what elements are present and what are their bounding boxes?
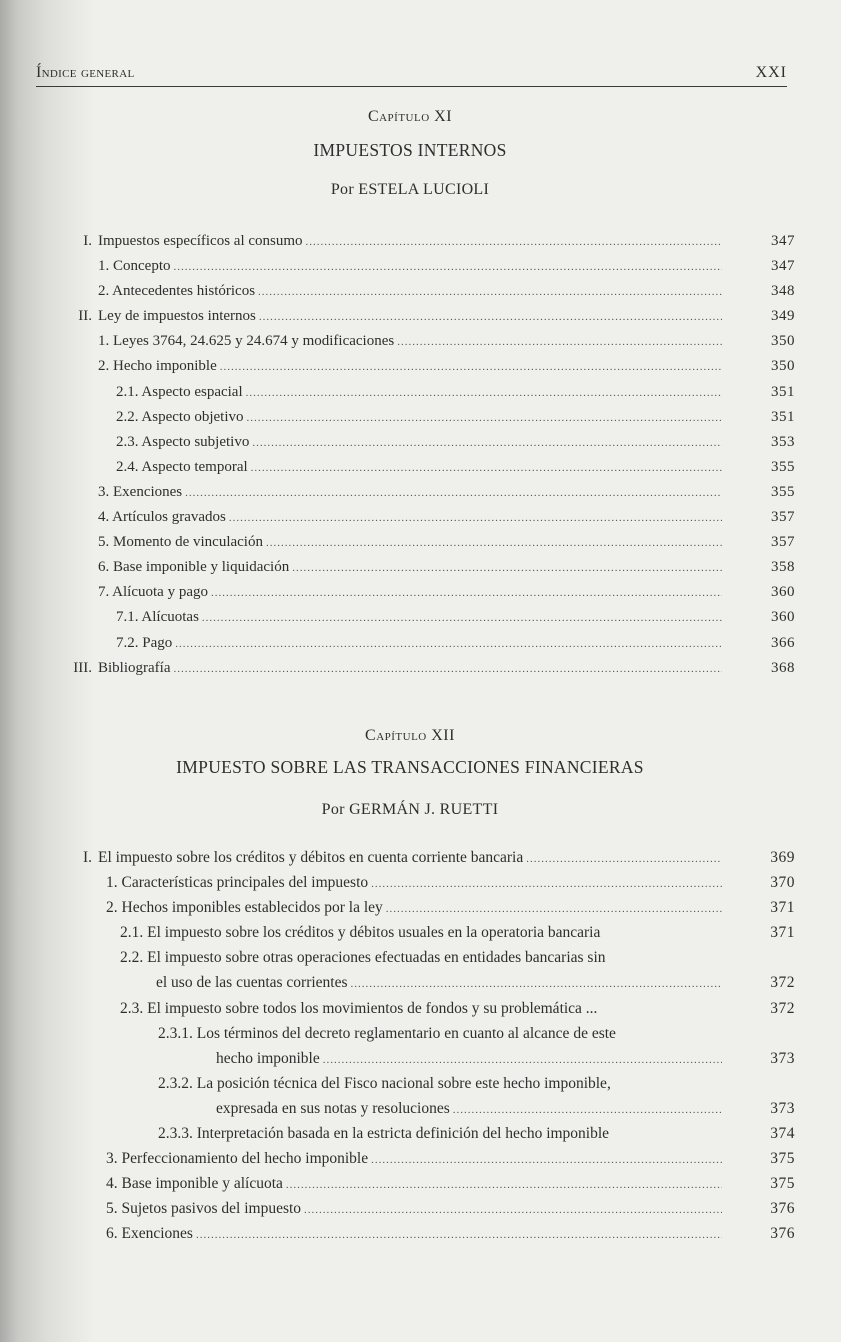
toc-entry[interactable] — [60, 845, 795, 870]
toc-entry[interactable] — [60, 1196, 795, 1221]
entry-page: 355 — [771, 483, 795, 500]
entry-title: hecho imponible — [216, 1049, 320, 1067]
toc-entry[interactable] — [60, 1046, 795, 1071]
entry-page: 372 — [770, 974, 795, 992]
toc-entry[interactable] — [60, 555, 795, 580]
entry-page: 376 — [770, 1225, 795, 1243]
toc-entry[interactable] — [60, 279, 795, 304]
entry-page: 373 — [770, 1099, 795, 1117]
entry-title: 1. Concepto — [98, 258, 171, 275]
entry-page: 351 — [771, 383, 795, 400]
entry-page: 355 — [771, 458, 795, 475]
entry-page: 374 — [770, 1125, 795, 1143]
entry-title: Impuestos específicos al consumo — [98, 233, 303, 249]
entry-title: 3. Perfeccionamiento del hecho imponible — [106, 1150, 369, 1168]
entry-title: 2.1. Aspecto espacial — [116, 383, 243, 400]
toc-entry[interactable] — [60, 229, 795, 254]
entry-page: 372 — [770, 999, 795, 1017]
leader-dots — [174, 255, 723, 280]
entry-title: 3. Exenciones — [98, 483, 183, 500]
entry-page: 357 — [771, 509, 795, 526]
section-number: I. — [82, 849, 92, 866]
entry-title: 2. Hecho imponible — [98, 358, 217, 375]
entry-title: 2.4. Aspecto temporal — [116, 458, 248, 475]
chapter-label: Capítulo XII — [365, 727, 455, 744]
page-number: XXI — [755, 64, 787, 81]
chapter-title: IMPUESTO SOBRE LAS TRANSACCIONES FINANCIERAS — [176, 757, 644, 777]
toc-entry[interactable] — [60, 631, 795, 656]
entry-page: 369 — [770, 849, 795, 866]
leader-dots — [220, 355, 722, 380]
toc-entry[interactable] — [60, 405, 795, 430]
toc-entry[interactable] — [60, 354, 795, 379]
entry-page: 360 — [771, 584, 795, 601]
leader-dots — [258, 280, 722, 305]
entry-title: 2.3.3. Interpretación basada en la estricta definición del hecho imponible — [158, 1125, 610, 1143]
leader-dots — [252, 431, 722, 456]
leader-dots — [251, 456, 722, 481]
entry-title: 2.2. Aspecto objetivo — [116, 408, 244, 425]
toc-entry[interactable] — [60, 895, 795, 920]
entry-title: 2.3.2. La posición técnica del Fisco nacional sobre este hecho imponible, — [158, 1074, 611, 1092]
entry-page: 360 — [771, 609, 795, 626]
leader-dots — [175, 632, 722, 657]
entry-title: 4. Artículos gravados — [98, 509, 226, 526]
entry-title: 4. Base imponible y alícuota — [106, 1175, 283, 1193]
entry-title: 2.2. El impuesto sobre otras operaciones efectuadas en entidades bancarias sin — [120, 949, 606, 967]
entry-title: El impuesto sobre los créditos y débitos en cuenta corriente bancaria — [98, 849, 524, 866]
toc-entry[interactable] — [60, 920, 795, 945]
entry-title: Ley de impuestos internos — [98, 308, 256, 325]
toc-entry[interactable] — [60, 996, 795, 1021]
leader-dots — [259, 305, 722, 330]
toc-entry[interactable] — [60, 304, 795, 329]
entry-page: 347 — [771, 233, 795, 249]
leader-dots — [306, 230, 722, 255]
leader-dots — [371, 1148, 722, 1173]
leader-dots — [202, 606, 722, 631]
entry-page: 373 — [770, 1049, 795, 1067]
entry-page: 368 — [771, 659, 795, 676]
leader-dots — [247, 406, 723, 431]
entry-title: 2. Hechos imponibles establecidos por la ley — [106, 899, 383, 917]
toc-entry[interactable] — [60, 1096, 795, 1121]
section-number: I. — [83, 233, 92, 249]
toc-list — [60, 845, 795, 1247]
entry-page: 371 — [770, 924, 795, 942]
entry-title: Bibliografía — [98, 659, 171, 676]
leader-dots — [371, 872, 722, 897]
entry-page: 370 — [770, 874, 795, 892]
entry-title: 6. Base imponible y liquidación — [98, 559, 290, 576]
leader-dots — [351, 972, 722, 997]
entry-title: 2. Antecedentes históricos — [98, 283, 256, 300]
toc-list — [60, 229, 795, 681]
running-head: Índice general — [36, 64, 135, 81]
entry-page: 347 — [771, 258, 795, 275]
toc-entry[interactable] — [60, 1221, 795, 1246]
leader-dots — [211, 581, 722, 606]
toc-entry[interactable] — [60, 580, 795, 605]
entry-page: 348 — [771, 283, 795, 300]
chapter-label: Capítulo XI — [367, 108, 453, 125]
toc-entry[interactable] — [60, 1071, 795, 1096]
entry-page: 353 — [771, 433, 795, 450]
entry-title: 2.3.1. Los términos del decreto reglamentario en cuanto al alcance de este — [158, 1024, 616, 1042]
section-number: II. — [78, 308, 92, 325]
leader-dots — [304, 1198, 722, 1223]
leader-dots — [229, 506, 722, 531]
toc-entry[interactable] — [60, 605, 795, 630]
entry-title: 6. Exenciones — [106, 1225, 193, 1243]
chapter-title: IMPUESTOS INTERNOS — [313, 140, 507, 160]
entry-title: 2.1. El impuesto sobre los créditos y débitos usuales en la operatoria bancaria — [120, 924, 601, 942]
entry-title: 1. Características principales del impuesto — [106, 874, 369, 892]
entry-title: expresada en sus notas y resoluciones — [216, 1099, 450, 1117]
entry-title: 2.3. Aspecto subjetivo — [116, 433, 250, 450]
toc-entry[interactable] — [60, 656, 795, 681]
entry-title: 7.2. Pago — [116, 634, 173, 651]
leader-dots — [526, 847, 722, 872]
entry-page: 358 — [771, 559, 795, 576]
toc-entry[interactable] — [60, 1171, 795, 1196]
entry-title: 1. Leyes 3764, 24.625 y 24.674 y modificaciones — [98, 333, 395, 350]
entry-title: 2.3. El impuesto sobre todos los movimientos de fondos y su problemática ... — [120, 999, 598, 1017]
toc-entry[interactable] — [60, 970, 795, 995]
leader-dots — [185, 481, 722, 506]
entry-page: 351 — [771, 408, 795, 425]
entry-page: 376 — [770, 1200, 795, 1218]
toc-entry[interactable] — [60, 870, 795, 895]
leader-dots — [323, 1048, 722, 1073]
toc-entry[interactable] — [60, 945, 795, 970]
entry-title: 7. Alícuota y pago — [98, 584, 208, 601]
chapter-author: Por ESTELA LUCIOLI — [330, 181, 490, 198]
leader-dots — [386, 897, 722, 922]
section-number: III. — [73, 659, 92, 676]
leader-dots — [266, 531, 722, 556]
toc-entry[interactable] — [60, 1121, 795, 1146]
toc-entry[interactable] — [60, 380, 795, 405]
toc-entry[interactable] — [60, 530, 795, 555]
leader-dots — [397, 330, 722, 355]
toc-entry[interactable] — [60, 1021, 795, 1046]
toc-entry[interactable] — [60, 254, 795, 279]
toc-entry[interactable] — [60, 505, 795, 530]
entry-page: 375 — [770, 1175, 795, 1193]
leader-dots — [292, 556, 722, 581]
entry-page: 350 — [771, 358, 795, 375]
entry-page: 375 — [770, 1150, 795, 1168]
toc-entry[interactable] — [60, 430, 795, 455]
leader-dots — [453, 1098, 722, 1123]
leader-dots — [196, 1223, 722, 1248]
leader-dots — [173, 657, 722, 682]
entry-title: el uso de las cuentas corrientes — [156, 974, 348, 992]
toc-entry[interactable] — [60, 480, 795, 505]
toc-entry[interactable] — [60, 455, 795, 480]
toc-entry[interactable] — [60, 329, 795, 354]
entry-page: 349 — [771, 308, 795, 325]
leader-dots — [286, 1173, 722, 1198]
toc-entry[interactable] — [60, 1146, 795, 1171]
chapter-author: Por GERMÁN J. RUETTI — [321, 801, 499, 818]
entry-page: 350 — [771, 333, 795, 350]
entry-title: 7.1. Alícuotas — [116, 609, 199, 626]
entry-page: 357 — [771, 534, 795, 551]
entry-page: 371 — [770, 899, 795, 917]
entry-title: 5. Sujetos pasivos del impuesto — [106, 1200, 302, 1218]
entry-title: 5. Momento de vinculación — [98, 534, 263, 551]
entry-page: 366 — [771, 634, 795, 651]
leader-dots — [246, 381, 722, 406]
page-header — [36, 58, 787, 87]
